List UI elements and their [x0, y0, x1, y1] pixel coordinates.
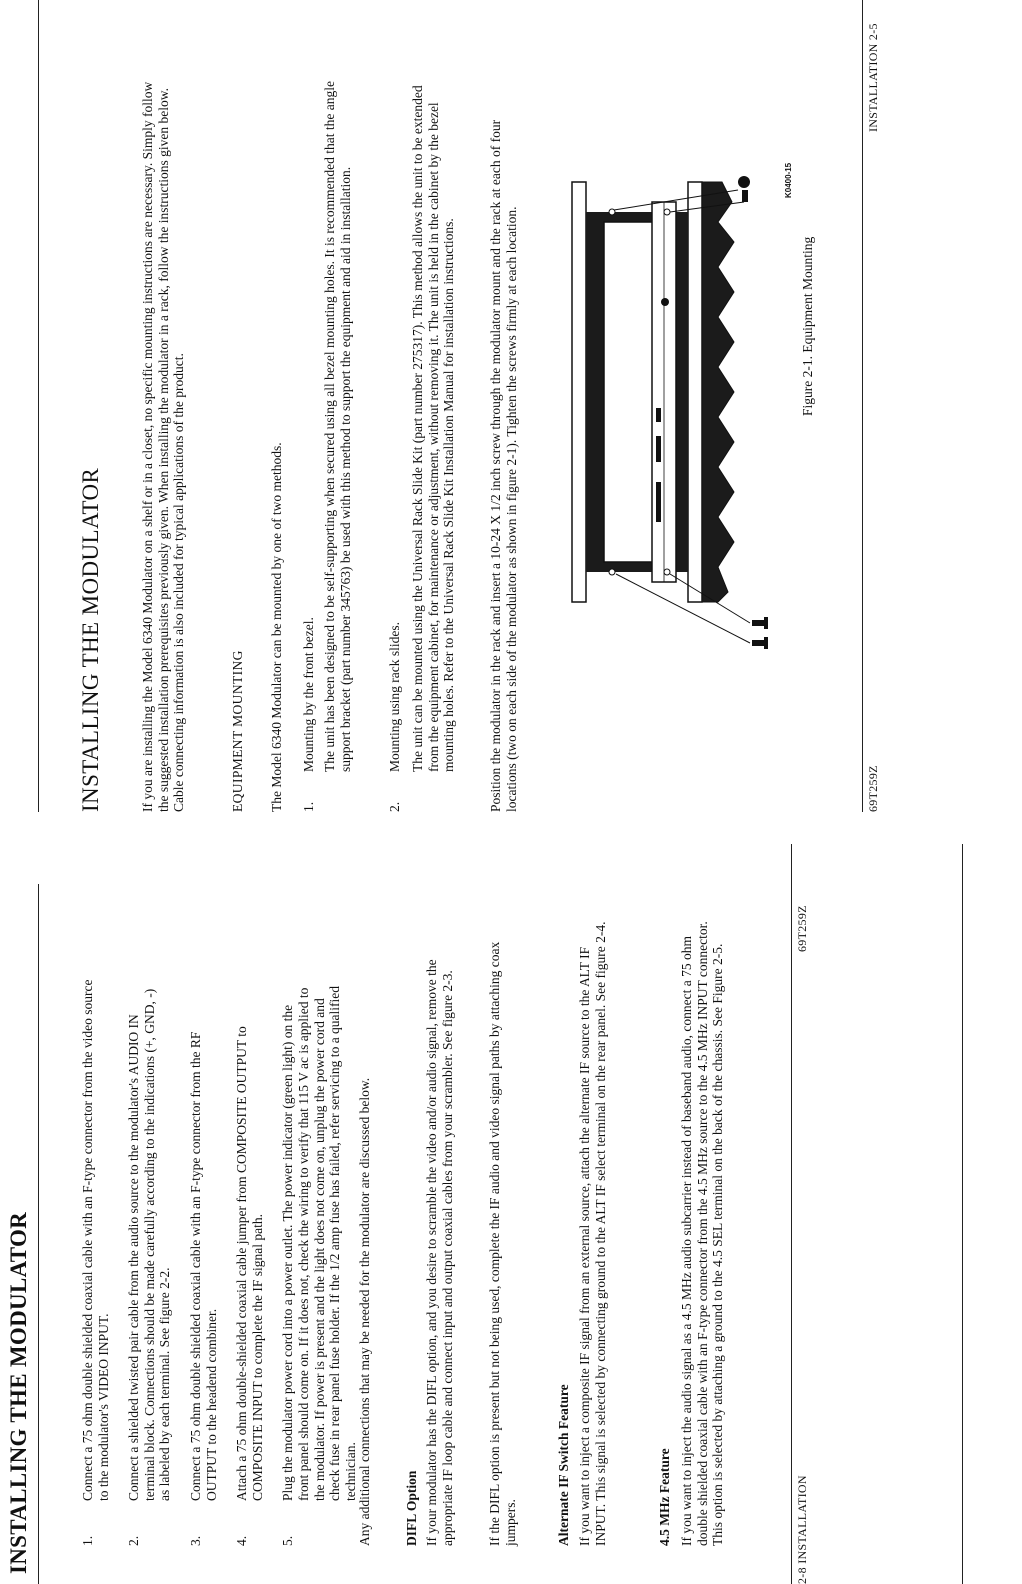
method-2-number: 2. [387, 801, 402, 812]
screw-left-2 [752, 637, 768, 649]
step-text: Connect a 75 ohm double shielded coaxial cable with an F-type connector from the video source to the modulator's VIDEO INPUT. [80, 979, 111, 1501]
step-text: Connect a shielded twisted pair cable from the audio source to the modulator's AUDIO IN terminal block. Connections should be made carefully according to the indications (+, GND, -) as labeled by each terminal. See figure 2-2. [126, 988, 173, 1501]
step-text: Plug the modulator power cord into a power outlet. The power indicator (green light) on the front panel should come on. If it does not, check the wiring to verify that 115 V ac is applied to the modulator. If power is present and the light does not come on, unplug the power cord and check fuse in rear panel fuse holder. If the 1/2 amp fuse has failed, refer servicing to a qualified technician. [280, 985, 358, 1501]
list-item [126, 976, 173, 1546]
step-number: 2. [126, 1535, 142, 1546]
screw-left-1 [752, 617, 768, 629]
step-number: 4. [234, 1535, 250, 1546]
footer-left: 2-8 INSTALLATION [795, 1475, 809, 1584]
panel-label-left [656, 482, 661, 522]
connection-steps [80, 976, 373, 1546]
method-2-title: Mounting using rack slides. [387, 622, 402, 772]
list-item [280, 976, 358, 1546]
difl-heading: DIFL Option [404, 1470, 419, 1546]
difl-paragraph-2: If the DIFL option is present but not being used, complete the IF audio and video signal paths by attaching coax jumpers. [487, 941, 518, 1546]
mounting-hole [664, 569, 670, 575]
header-rule [38, 884, 39, 1584]
footer-right: INSTALLATION 2-5 [866, 23, 880, 132]
footer-rule [791, 844, 792, 1584]
method-1-text: The unit has been designed to be self-supporting when secured using all bezel mounting holes. It is recommended that the angle support bracket (part number 345763) be used with this method to support the equipment and aid in installation. [322, 81, 353, 772]
method-1-title: Mounting by the front bezel. [301, 617, 316, 772]
method-2-text: The unit can be mounted using the Universal Rack Slide Kit (part number 275317). This method allows the unit to be extended from the equipment cabinet, for maintenance or adjustment, without removing it. The unit is held in the cabinet by the bezel mounting holes. Refer to the Universal Rack Slide Kit Installation Manual for installation instructions. [410, 85, 457, 772]
mhz45-heading: 4.5 MHz Feature [657, 1448, 672, 1546]
front-panel-knob [661, 298, 669, 306]
screw-pointer [616, 574, 750, 643]
mounting-hole [609, 569, 615, 575]
rack-shadow [702, 182, 734, 602]
method-1-number: 1. [301, 801, 316, 812]
step-text: Attach a 75 ohm double-shielded coaxial cable jumper from COMPOSITE OUTPUT to COMPOSITE INPUT to complete the IF signal path. [234, 1026, 265, 1501]
equipment-mounting-heading: EQUIPMENT MOUNTING [230, 650, 245, 812]
list-item [188, 976, 219, 1546]
step-number: 5. [280, 1535, 296, 1546]
mhz45-paragraph: If you want to inject the audio signal as a 4.5 MHz audio subcarrier instead of baseband audio, connect a 75 ohm double shielded coaxial cable with an F-type connector from the 4.5 MHz source to the 4.5 MHz INPUT connector. This option is selected by attaching a ground to the 4.5 SEL terminal on the back of the chassis. See Figure 2-5. [679, 921, 726, 1546]
position-paragraph: Position the modulator in the rack and insert a 10-24 X 1/2 inch screw through the modulator mount and the rack at each of four locations (two on each side of the modulator as shown in figure 2-1). Tighten the screws firmly at each location. [488, 119, 519, 812]
equipment-mounting-figure [552, 82, 802, 722]
list-item [234, 976, 265, 1546]
intro-paragraph: If you are installing the Model 6340 Modulator on a shelf or in a closet, no specific mounting instructions are necessary. Simply follow the suggested installation prerequisites previously given. When installing the modulator in a rack, follow the instructions given below. Cable connecting information is also included for typical applications of the product. [140, 81, 187, 812]
left-page [0, 844, 1022, 1584]
additional-connections-text: Any additional connections that may be needed for the modulator are discussed below. [357, 1077, 372, 1546]
alt-if-paragraph: If you want to inject a composite IF signal from an external source, attach the alternate IF source to the ALT IF INPUT. This signal is selected by connecting ground to the ALT IF select terminal on the rear panel. See figure 2-4. [577, 921, 608, 1546]
alt-if-heading: Alternate IF Switch Feature [556, 1384, 571, 1546]
footer-rule [862, 0, 863, 812]
difl-paragraph-1: If your modulator has the DIFL option, and you desire to scramble the video and/or audio signal, remove the appropriate IF loop cable and connect input and output coaxial cables from your scrambler. See figure 2-3. [424, 959, 455, 1546]
screw-right [738, 176, 750, 202]
panel-label-mid [656, 436, 661, 462]
step-text: Connect a 75 ohm double shielded coaxial cable with an F-type connector from the RF OUTPUT to the headend combiner. [187, 1031, 219, 1501]
running-head: INSTALLING THE MODULATOR [6, 1211, 31, 1574]
header-rule [38, 0, 39, 812]
cabinet-top-rail [572, 182, 586, 602]
mounting-hole [664, 209, 670, 215]
footer-left: 69T259Z [866, 765, 880, 812]
footer-right: 69T259Z [795, 905, 809, 952]
list-item [80, 976, 111, 1546]
figure-code: K0400-15 [784, 162, 793, 198]
figure-caption: Figure 2-1. Equipment Mounting [800, 236, 815, 416]
step-number: 3. [187, 1535, 203, 1546]
cabinet-bottom-rail [688, 182, 702, 602]
section-title: INSTALLING THE MODULATOR [78, 467, 103, 812]
mounting-lead: The Model 6340 Modulator can be mounted by one of two methods. [269, 442, 284, 812]
panel-label-right [656, 408, 661, 422]
step-number: 1. [80, 1535, 95, 1546]
page-edge-rule [962, 844, 963, 1584]
